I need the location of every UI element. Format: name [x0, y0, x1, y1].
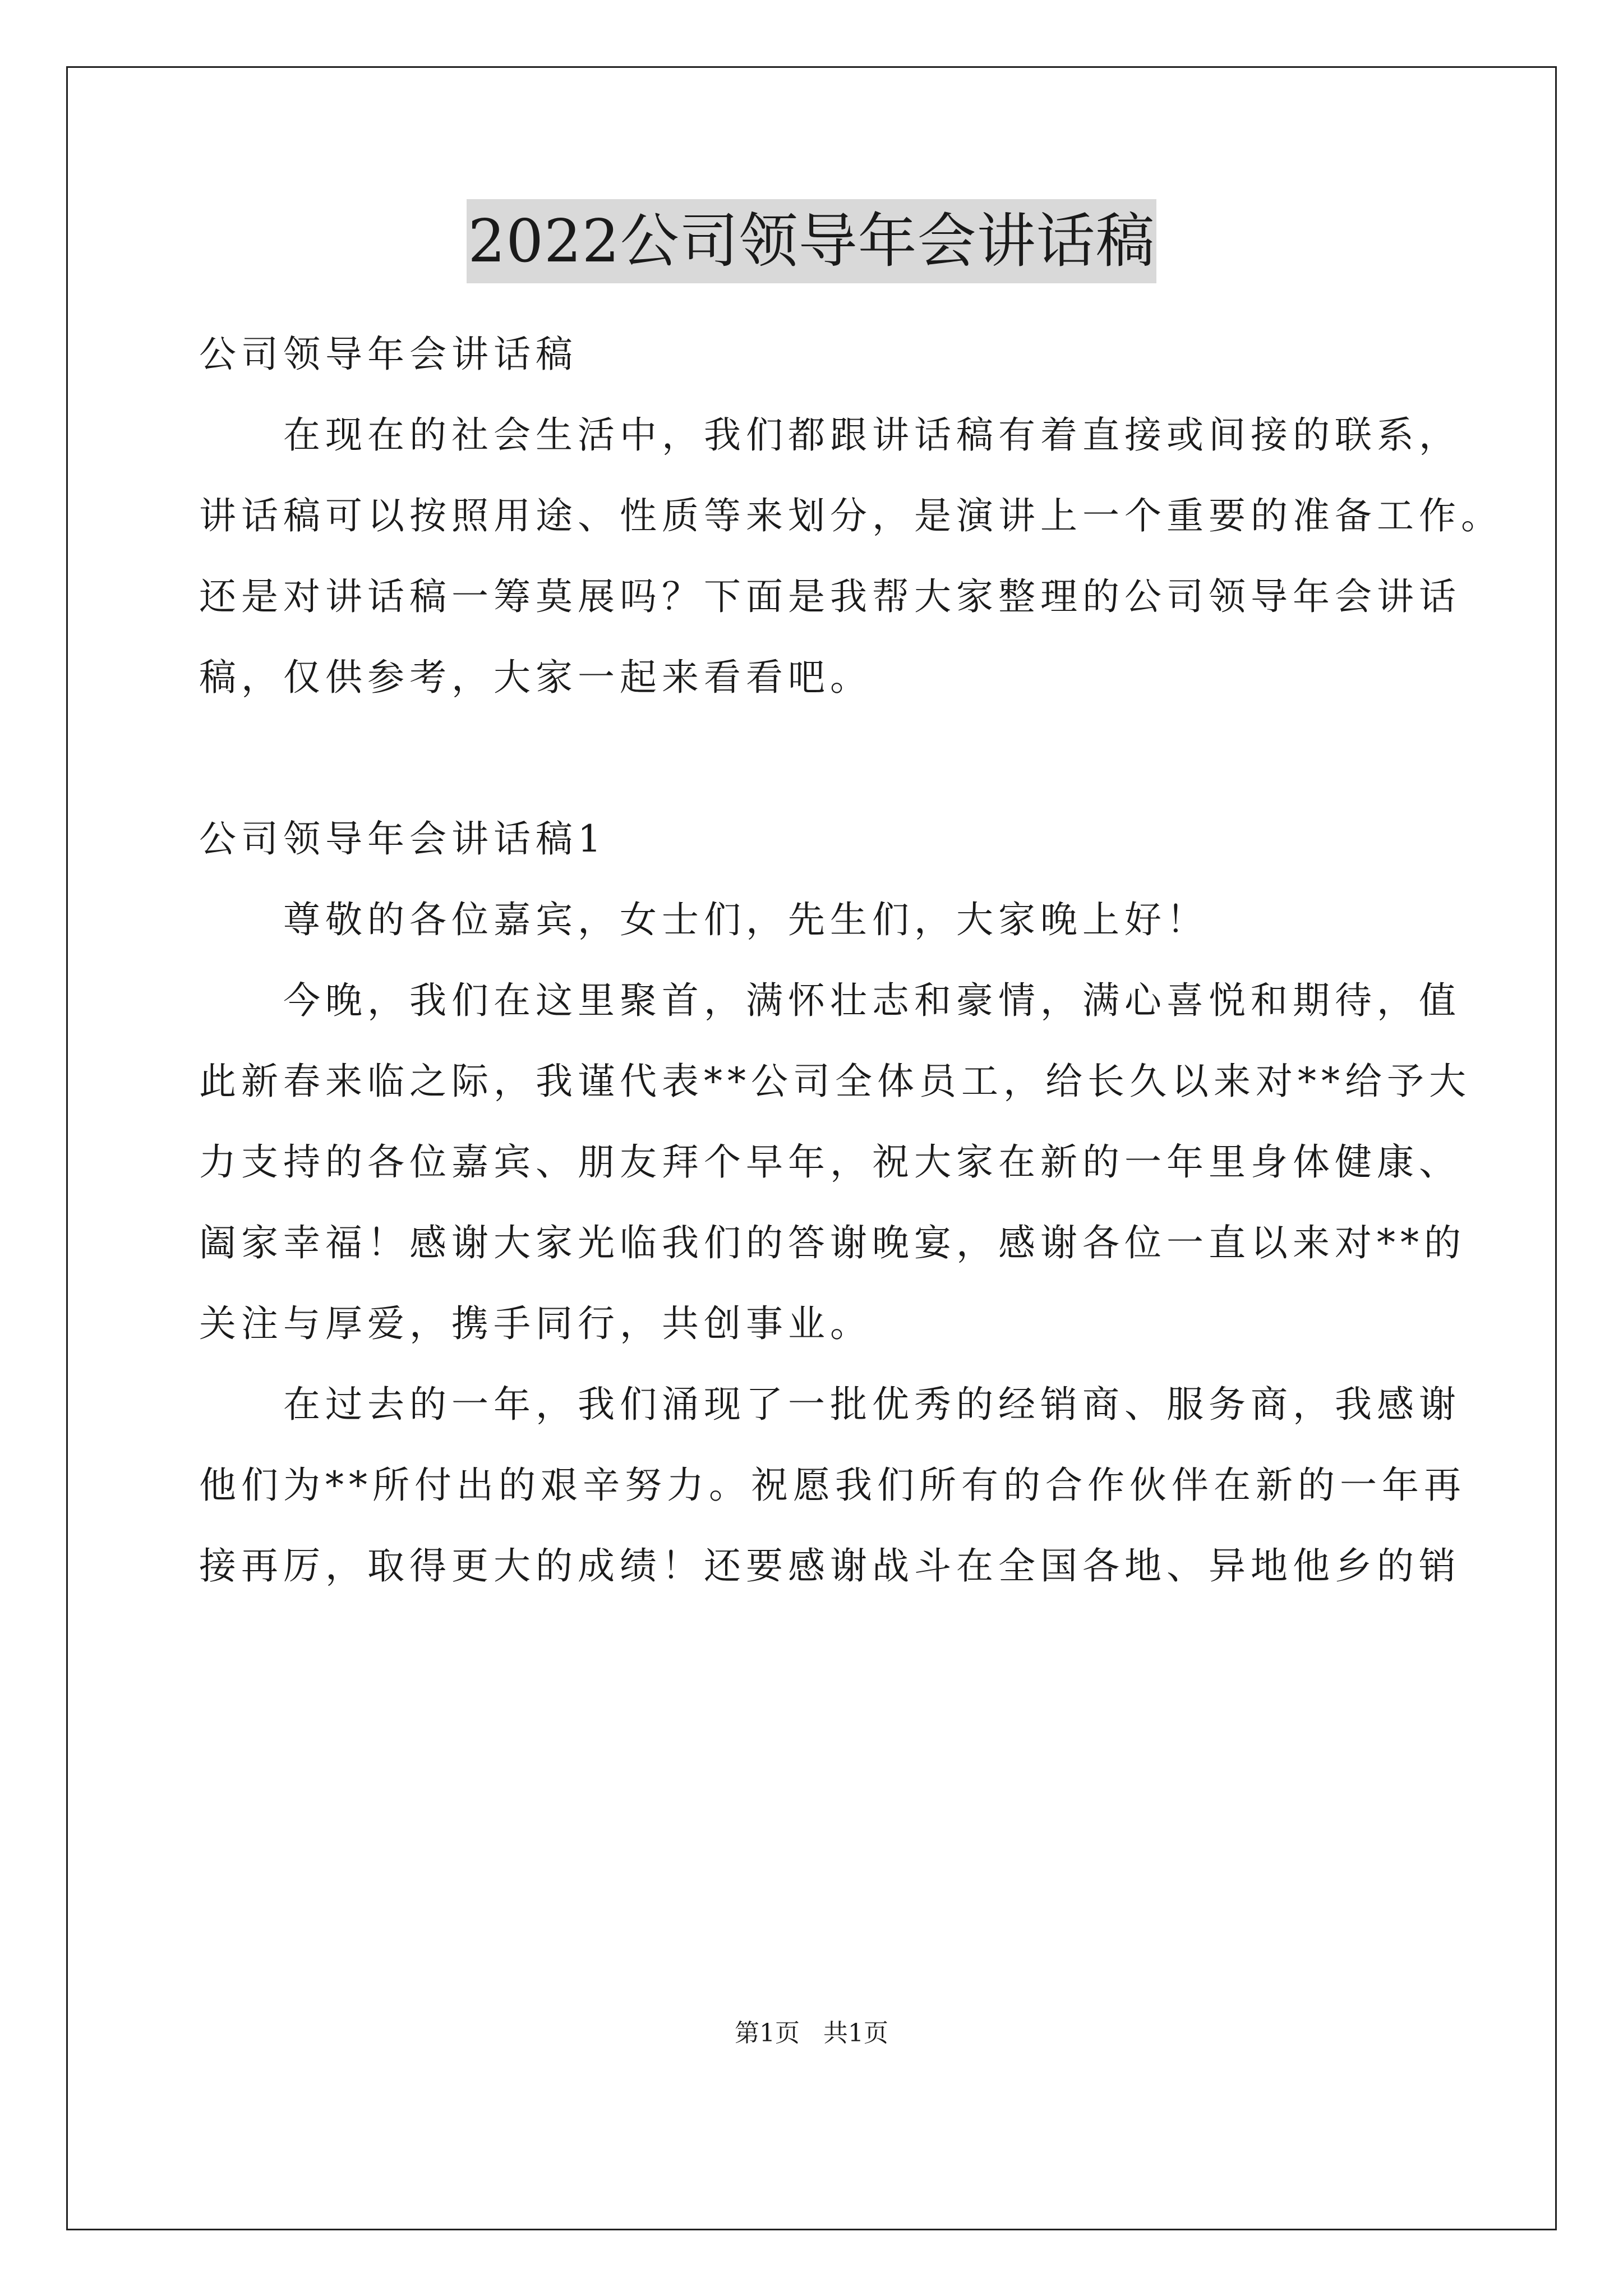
page-footer: 第1页 共1页 — [735, 2019, 888, 2047]
subtitle-line: 公司领导年会讲话稿 — [199, 333, 578, 376]
paragraph-line: 此新春来临之际，我谨代表**公司全体员工，给长久以来对**给予大 — [199, 1060, 1471, 1103]
paragraph-line: 今晚，我们在这里聚首，满怀壮志和豪情，满心喜悦和期待，值 — [199, 979, 1461, 1022]
document-body — [199, 314, 1503, 1607]
paragraph-line: 阖家幸福！感谢大家光临我们的答谢晚宴，感谢各位一直以来对**的 — [199, 1221, 1466, 1264]
paragraph-line: 在过去的一年，我们涌现了一批优秀的经销商、服务商，我感谢 — [199, 1383, 1461, 1426]
paragraph-line: 关注与厚爱，携手同行，共创事业。 — [199, 1302, 872, 1345]
paragraph-line: 还是对讲话稿一筹莫展吗？下面是我帮大家整理的公司领导年会讲话 — [199, 575, 1461, 618]
paragraph-line: 力支持的各位嘉宾、朋友拜个早年，祝大家在新的一年里身体健康、 — [199, 1140, 1461, 1184]
paragraph-line: 稿，仅供参考，大家一起来看看吧。 — [199, 656, 872, 699]
document-title: 2022公司领导年会讲话稿 — [467, 199, 1156, 283]
paragraph-line: 他们为**所付出的艰辛努力。祝愿我们所有的合作伙伴在新的一年再 — [199, 1464, 1466, 1507]
paragraph-line: 讲话稿可以按照用途、性质等来划分，是演讲上一个重要的准备工作。 — [199, 494, 1503, 537]
blank-line — [199, 718, 1433, 799]
paragraph-line: 接再厉，取得更大的成绩！还要感谢战斗在全国各地、异地他乡的销 — [199, 1544, 1461, 1588]
paragraph-line: 在现在的社会生活中，我们都跟讲话稿有着直接或间接的联系， — [199, 413, 1461, 457]
section-heading: 公司领导年会讲话稿1 — [199, 817, 606, 861]
paragraph-line: 尊敬的各位嘉宾，女士们，先生们，大家晚上好！ — [199, 898, 1209, 941]
title-container — [0, 199, 1623, 283]
